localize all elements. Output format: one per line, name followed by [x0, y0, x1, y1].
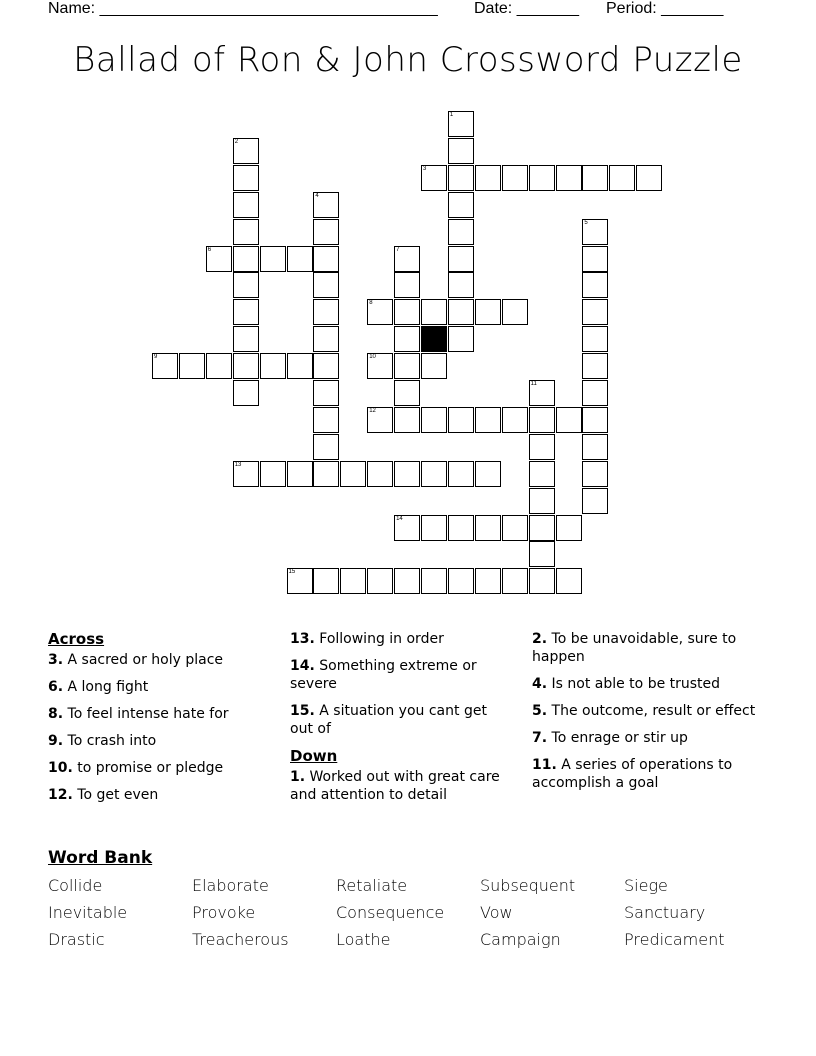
grid-cell[interactable] [313, 272, 339, 298]
grid-cell[interactable] [313, 434, 339, 460]
grid-cell[interactable] [233, 299, 259, 325]
grid-cell[interactable] [260, 246, 286, 272]
grid-cell[interactable] [475, 407, 501, 433]
word-bank-item: Inevitable [48, 903, 128, 922]
clue-number: 12 [369, 407, 376, 414]
clue-down-5: 5. The outcome, result or effect [532, 703, 756, 719]
grid-cell[interactable] [582, 488, 608, 514]
clue-across-9: 9. To crash into [48, 733, 157, 749]
word-bank-item: Provoke [192, 903, 256, 922]
grid-cell[interactable] [313, 353, 339, 379]
grid-cell[interactable] [313, 246, 339, 272]
grid-cell[interactable] [394, 461, 420, 487]
grid-cell[interactable] [582, 246, 608, 272]
grid-cell[interactable] [394, 380, 420, 406]
grid-cell[interactable] [313, 461, 339, 487]
grid-cell[interactable] [313, 219, 339, 245]
word-bank-item: Campaign [480, 930, 561, 949]
clue-number: 6 [207, 246, 212, 253]
word-bank-item: Retaliate [336, 876, 408, 895]
clue-number: 3 [423, 165, 427, 172]
date-field[interactable]: Date: _______ [474, 0, 579, 17]
grid-cell[interactable] [287, 246, 313, 272]
word-bank [48, 876, 768, 949]
clue-down-2: 2. To be unavoidable, sure to happen [532, 631, 737, 665]
grid-cell[interactable] [313, 299, 339, 325]
grid-cell[interactable] [313, 568, 339, 594]
grid-cell[interactable] [394, 515, 420, 541]
grid-cell[interactable] [367, 568, 393, 594]
grid-cell[interactable] [313, 192, 339, 218]
word-bank-item: Vow [480, 903, 513, 922]
grid-cell[interactable] [421, 407, 447, 433]
grid-cell[interactable] [448, 461, 474, 487]
page-title: Ballad of Ron & John Crossword Puzzle [73, 40, 743, 80]
grid-cell[interactable] [233, 165, 259, 191]
clue-across-10: 10. to promise or pledge [48, 760, 224, 776]
grid-cell[interactable] [582, 165, 608, 191]
word-bank-item: Elaborate [192, 876, 269, 895]
grid-cell[interactable] [394, 272, 420, 298]
clue-number: 2 [234, 138, 239, 145]
down-clues-col3 [532, 630, 757, 801]
clue-across-3: 3. A sacred or holy place [48, 652, 224, 668]
grid-cell[interactable] [421, 165, 447, 191]
grid-cell[interactable] [287, 461, 313, 487]
grid-cell[interactable] [448, 515, 474, 541]
grid-cell[interactable] [206, 246, 232, 272]
word-bank-item: Collide [48, 876, 103, 895]
grid-cell[interactable] [367, 353, 393, 379]
clue-number: 10 [369, 354, 376, 361]
grid-cell[interactable] [448, 568, 474, 594]
grid-cell[interactable] [233, 219, 259, 245]
clue-across-15: 15. A situation you cant get out of [290, 703, 487, 737]
word-bank-item: Predicament [624, 930, 725, 949]
grid-cell[interactable] [152, 353, 178, 379]
grid-cell[interactable] [394, 568, 420, 594]
grid-cell[interactable] [582, 272, 608, 298]
grid-cell[interactable] [233, 138, 259, 164]
clue-number: 8 [369, 300, 373, 307]
grid-cell[interactable] [582, 299, 608, 325]
grid-cell[interactable] [287, 568, 313, 594]
grid-cell[interactable] [233, 192, 259, 218]
grid-cell[interactable] [421, 353, 447, 379]
grid-cell[interactable] [529, 165, 555, 191]
clue-down-4: 4. Is not able to be trusted [532, 676, 721, 692]
grid-cell[interactable] [502, 568, 528, 594]
grid-cell[interactable] [287, 353, 313, 379]
word-bank-item: Drastic [48, 930, 105, 949]
word-bank-item: Sanctuary [624, 903, 706, 922]
clue-across-14: 14. Something extreme or severe [290, 658, 477, 692]
grid-cell[interactable] [448, 299, 474, 325]
grid-cell[interactable] [475, 165, 501, 191]
grid-cell[interactable] [582, 461, 608, 487]
grid-cell[interactable] [475, 299, 501, 325]
clue-number: 1 [449, 112, 454, 118]
period-field[interactable]: Period: _______ [606, 0, 724, 17]
grid-cell[interactable] [475, 461, 501, 487]
grid-cell[interactable] [609, 165, 635, 191]
word-bank-heading: Word Bank [48, 848, 153, 868]
grid-cell[interactable] [582, 407, 608, 433]
grid-cell[interactable] [448, 165, 474, 191]
across-down-clues-col2 [290, 630, 510, 813]
grid-cell[interactable] [260, 353, 286, 379]
grid-cell[interactable] [582, 380, 608, 406]
clue-across-12: 12. To get even [48, 787, 159, 803]
grid-cell[interactable] [529, 380, 555, 406]
grid-cell[interactable] [313, 380, 339, 406]
word-bank-item: Consequence [336, 903, 445, 922]
clue-down-1: 1. Worked out with great care and attention to detail [290, 769, 500, 803]
black-cell [421, 326, 447, 352]
grid-cell[interactable] [636, 165, 662, 191]
grid-cell[interactable] [367, 299, 393, 325]
grid-cell[interactable] [340, 568, 366, 594]
grid-cell[interactable] [582, 219, 608, 245]
grid-cell[interactable] [502, 407, 528, 433]
grid-cell[interactable] [233, 326, 259, 352]
clue-number: 9 [154, 354, 158, 361]
grid-cell[interactable] [233, 461, 259, 487]
grid-cell[interactable] [529, 541, 555, 567]
grid-cell[interactable] [313, 407, 339, 433]
grid-cell[interactable] [394, 326, 420, 352]
grid-cell[interactable] [260, 461, 286, 487]
grid-cell[interactable] [448, 407, 474, 433]
clue-across-13: 13. Following in order [290, 631, 444, 647]
grid-cell[interactable] [529, 461, 555, 487]
clue-number: 7 [396, 246, 400, 253]
grid-cell[interactable] [448, 219, 474, 245]
grid-cell[interactable] [394, 299, 420, 325]
word-bank-item: Siege [624, 876, 668, 895]
grid-cell[interactable] [367, 407, 393, 433]
grid-cell[interactable] [529, 407, 555, 433]
grid-cell[interactable] [206, 353, 232, 379]
grid-cell[interactable] [529, 515, 555, 541]
grid-cell[interactable] [394, 407, 420, 433]
grid-cell[interactable] [529, 568, 555, 594]
word-bank-item: Loathe [336, 930, 391, 949]
grid-cell[interactable] [233, 272, 259, 298]
grid-cell[interactable] [448, 138, 474, 164]
grid-cell[interactable] [556, 515, 582, 541]
grid-cell[interactable] [448, 111, 474, 137]
clue-number: 13 [234, 461, 242, 468]
grid-cell[interactable] [421, 299, 447, 325]
down-heading: Down [290, 747, 338, 765]
clue-number: 14 [396, 515, 403, 522]
clue-down-11: 11. A series of operations to accomplish a goal [532, 757, 733, 791]
grid-cell[interactable] [394, 353, 420, 379]
grid-cell[interactable] [367, 461, 393, 487]
clue-across-8: 8. To feel intense hate for [48, 706, 229, 722]
grid-cell[interactable] [179, 353, 205, 379]
across-clues-col1 [48, 630, 273, 813]
grid-cell[interactable] [556, 568, 582, 594]
grid-cell[interactable] [502, 299, 528, 325]
grid-cell[interactable] [448, 326, 474, 352]
grid-cell[interactable] [421, 461, 447, 487]
grid-cell[interactable] [529, 488, 555, 514]
grid-cell[interactable] [448, 192, 474, 218]
clue-number: 11 [530, 381, 537, 387]
grid-cell[interactable] [556, 165, 582, 191]
grid-cell[interactable] [421, 515, 447, 541]
grid-cell[interactable] [233, 380, 259, 406]
grid-cell[interactable] [475, 568, 501, 594]
clue-number: 15 [288, 569, 296, 576]
grid-cell[interactable] [394, 246, 420, 272]
grid-cell[interactable] [421, 568, 447, 594]
grid-cell[interactable] [582, 353, 608, 379]
grid-cell[interactable] [556, 407, 582, 433]
grid-cell[interactable] [448, 272, 474, 298]
across-heading: Across [48, 630, 105, 648]
grid-cell[interactable] [233, 246, 259, 272]
grid-cell[interactable] [233, 353, 259, 379]
name-field[interactable]: Name: ______________________________________ [48, 0, 438, 17]
clue-down-7: 7. To enrage or stir up [532, 730, 688, 746]
word-bank-item: Treacherous [192, 930, 289, 949]
grid-cell[interactable] [582, 326, 608, 352]
grid-cell[interactable] [582, 434, 608, 460]
clue-number: 4 [315, 192, 319, 199]
grid-cell[interactable] [502, 515, 528, 541]
clue-across-6: 6. A long fight [48, 679, 149, 695]
grid-cell[interactable] [313, 326, 339, 352]
clue-number: 5 [584, 219, 588, 226]
grid-cell[interactable] [529, 434, 555, 460]
grid-cell[interactable] [502, 165, 528, 191]
word-bank-item: Subsequent [480, 876, 576, 895]
grid-cell[interactable] [340, 461, 366, 487]
grid-cell[interactable] [475, 515, 501, 541]
grid-cell[interactable] [448, 246, 474, 272]
